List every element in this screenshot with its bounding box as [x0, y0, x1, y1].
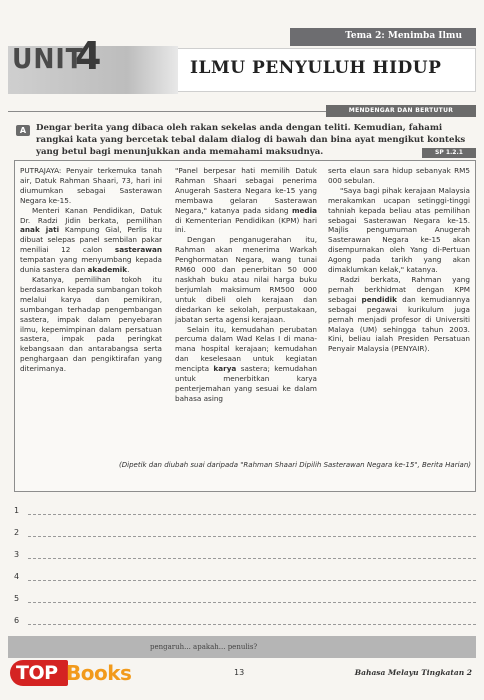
article-paragraph [175, 235, 317, 324]
article-paragraph [328, 186, 470, 275]
answer-line-number: 2 [14, 528, 20, 537]
watermark-logo-books: Books [66, 661, 132, 685]
paragraph-text: "Saya bagi pihak kerajaan Malaysia merakamkan ucapan setinggi-tinggi tahniah kepada beliau atas pemilihan sebagai Sasterawan Negara ke-15. Majlis pengumuman Anugerah Sasterawan Negara ke-15 akan disempurnakan oleh Yang di-Pertuan Agong pada tarikh yang akan dimaklumkan kelak," katanya. [328, 185, 470, 275]
article-paragraph [20, 206, 162, 275]
answer-line-rule [28, 580, 476, 581]
skill-label: MENDENGAR DAN BERTUTUR [326, 105, 476, 117]
unit-title: ILMU PENYULUH HIDUP [190, 58, 442, 78]
answer-line-number: 4 [14, 572, 20, 581]
bold-phrase: anak jati [20, 225, 60, 235]
bold-phrase: pendidik [361, 294, 397, 304]
paragraph-text: Katanya, pemilihan tokoh itu berdasarkan kepada sumbangan tokoh melalui karya dan pemikiran, sumbangan terhadap pengembangan sastera, impak dalam penyebaran ilmu, kepemimpinan dalam persatuan sastera, impak pada peringkat kebangsaan dan antarabangsa serta penghargaan dan pengiktirafan yang diterimanya. [20, 274, 162, 374]
page-number: 13 [234, 668, 245, 677]
answer-line-rule [28, 602, 476, 603]
paragraph-text: Radzi berkata, Rahman yang pernah berkhidmat dengan KPM sebagai [328, 274, 470, 304]
activity-badge: A [16, 125, 30, 136]
unit-word: UNIT [12, 42, 84, 75]
answer-line-rule [28, 624, 476, 625]
article-paragraph [20, 275, 162, 374]
article-paragraph [328, 166, 470, 186]
article-paragraph [20, 166, 162, 206]
answer-line[interactable] [14, 522, 476, 544]
question-fragment: pengaruh... apakah... penulis? [150, 643, 258, 651]
answer-line-number: 1 [14, 506, 20, 515]
answer-line[interactable] [14, 610, 476, 632]
answer-line-rule [28, 536, 476, 537]
paragraph-text: Menteri Kanan Pendidikan, Datuk Dr. Radzi Jidin berkata, pemilihan [20, 205, 162, 225]
paragraph-text: PUTRAJAYA: Penyair terkemuka tanah air, Datuk Rahman Shaari, 73, hari ini diumumkan sebagai Sasterawan Negara ke-15. [20, 166, 162, 205]
paragraph-text: serta elaun sara hidup sebanyak RM5 000 sebulan. [328, 166, 470, 185]
bold-phrase: sasterawan [114, 245, 162, 255]
answer-line-number: 3 [14, 550, 20, 559]
answer-lines [14, 500, 476, 632]
answer-line[interactable] [14, 544, 476, 566]
article-paragraph [175, 325, 317, 404]
bold-phrase: akademik [87, 265, 128, 275]
article-column-2 [175, 166, 317, 404]
news-article [14, 160, 476, 492]
paragraph-text: sastera; kemudahan untuk menerbitkan karya penterjemahan yang sesuai ke dalam bahasa asing [175, 364, 318, 403]
answer-line-rule [28, 514, 476, 515]
article-source: (Dipetik dan diubah suai daripada "Rahman Shaari Dipilih Sasterawan Negara ke-15", Berita Harian) [119, 461, 471, 469]
paragraph-text: Selain itu, kemudahan perubatan percuma dalam Wad Kelas I di mana-mana hospital kerajaan; kemudahan dan keselesaan untuk kegiatan mencipta [175, 324, 317, 374]
paragraph-text: dan kemudiannya sebagai pegawai kurikulum juga pernah menjadi profesor di Universiti Malaya (UM) sehingga tahun 2003. Kini, beliau ialah Presiden Persatuan Penyair Malaysia (PENYAIR). [328, 294, 470, 354]
theme-label: Tema 2: Menimba Ilmu [290, 28, 476, 46]
paragraph-text: tempatan yang menyumbang kepada dunia sastera dan [20, 255, 162, 275]
article-column-1 [20, 166, 162, 374]
answer-line[interactable] [14, 566, 476, 588]
watermark-logo-top: TOP [10, 660, 68, 686]
paragraph-text: Dengan penganugerahan itu, Rahman akan menerima Warkah Penghormatan Negara, wang tunai RM60 000 dan penerbitan 50 000 naskhah buku atau nilai harga buku berjumlah maksimum RM500 000 untuk dibeli oleh kerajaan dan diedarkan ke sekolah, perpustakaan, jabatan serta agensi kerajaan. [175, 235, 317, 324]
answer-line-number: 5 [14, 594, 20, 603]
bold-phrase: karya [213, 364, 237, 374]
paragraph-text: Kampung Gial, Perlis itu dibuat selepas panel sembilan pakar meniliai 12 calon [20, 225, 162, 255]
unit-number: 4 [75, 34, 102, 78]
answer-line[interactable] [14, 588, 476, 610]
standard-code: SP 1.2.1 [422, 148, 476, 158]
article-column-3 [328, 166, 470, 354]
article-paragraph [175, 166, 317, 235]
answer-line-rule [28, 558, 476, 559]
paragraph-text: di Kementerian Pendidikan (KPM) hari ini. [175, 215, 317, 235]
answer-line-number: 6 [14, 616, 20, 625]
answer-line[interactable] [14, 500, 476, 522]
paragraph-text: "Panel berpesar hati memilih Datuk Rahman Shaari sebagai penerima Anugerah Sastera Negara ke-15 yang membawa gelaran Sasterawan Negara," katanya pada sidang [175, 166, 317, 215]
paragraph-text: . [127, 265, 130, 275]
article-paragraph [328, 275, 470, 354]
skill-divider [8, 111, 326, 112]
book-title: Bahasa Melayu Tingkatan 2 [354, 668, 472, 677]
bold-phrase: media [291, 205, 317, 215]
instruction-text: Dengar berita yang dibaca oleh rakan sekelas anda dengan teliti. Kemudian, fahami rangkai kata yang bercetak tebal dalam dialog di bawah dan bina ayat mengikut konteks yang betul bagi menunjukkan anda memahami maksudnya. [36, 123, 466, 157]
